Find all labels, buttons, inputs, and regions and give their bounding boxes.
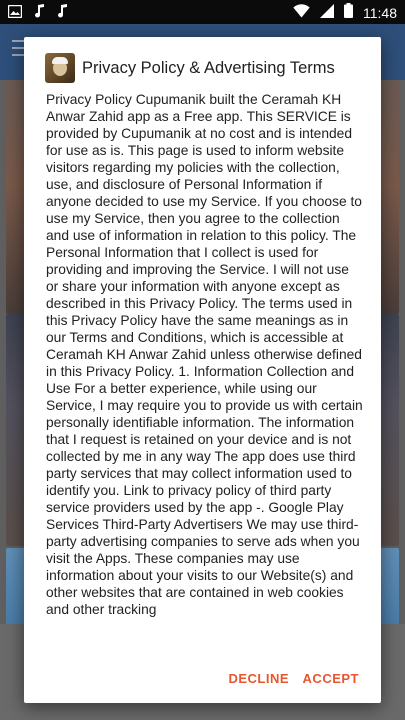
status-bar [0,0,405,24]
music-note-icon [57,4,68,23]
battery-icon [344,3,353,23]
image-icon [8,5,22,23]
signal-icon [320,4,334,23]
dialog-title: Privacy Policy & Advertising Terms [82,58,335,77]
wifi-icon [293,4,310,23]
status-time: 11:48 [363,5,397,21]
privacy-dialog [24,37,381,703]
music-note-icon [34,4,45,23]
accept-button[interactable]: ACCEPT [302,671,359,686]
dialog-body-text[interactable]: Privacy Policy Cupumanik built the Ceramah KH Anwar Zahid app as a Free app. This SERVICE is provided by Cupumanik at no cost and is intended for use as is. This page is used to inform website visitors regarding my policies with the collection, use, and disclosure of Personal Information if anyone decided to use my Service. If you choose to use my Service, then you agree to the collection and use of information in relation to this policy. The Personal Information that I collect is used for providing and improving the Service. I will not use or share your information with anyone except as described in this Privacy Policy. The terms used in this Privacy Policy have the same meanings as in our Terms and Conditions, which is accessible at Ceramah KH Anwar Zahid unless otherwise defined in this Privacy Policy. 1. Information Collection and Use For a better experience, while using our Service, I may require you to provide us with certain personally identifiable information. The information that I request is retained on your device and is not collected by me in any way The app does use third party services that may collect information used to identify you. Link to privacy policy of third party service providers used by the app -. Google Play Services Third-Party Advertisers We may use third-party advertising companies to serve ads when you visit the Apps. These companies may use information about your visits to our Website(s) and other websites that are contained in web cookies and other tracking [46,92,363,617]
decline-button[interactable]: DECLINE [228,671,289,686]
app-avatar-icon [45,53,75,83]
dialog-footer [24,651,381,703]
dialog-header [45,53,365,83]
